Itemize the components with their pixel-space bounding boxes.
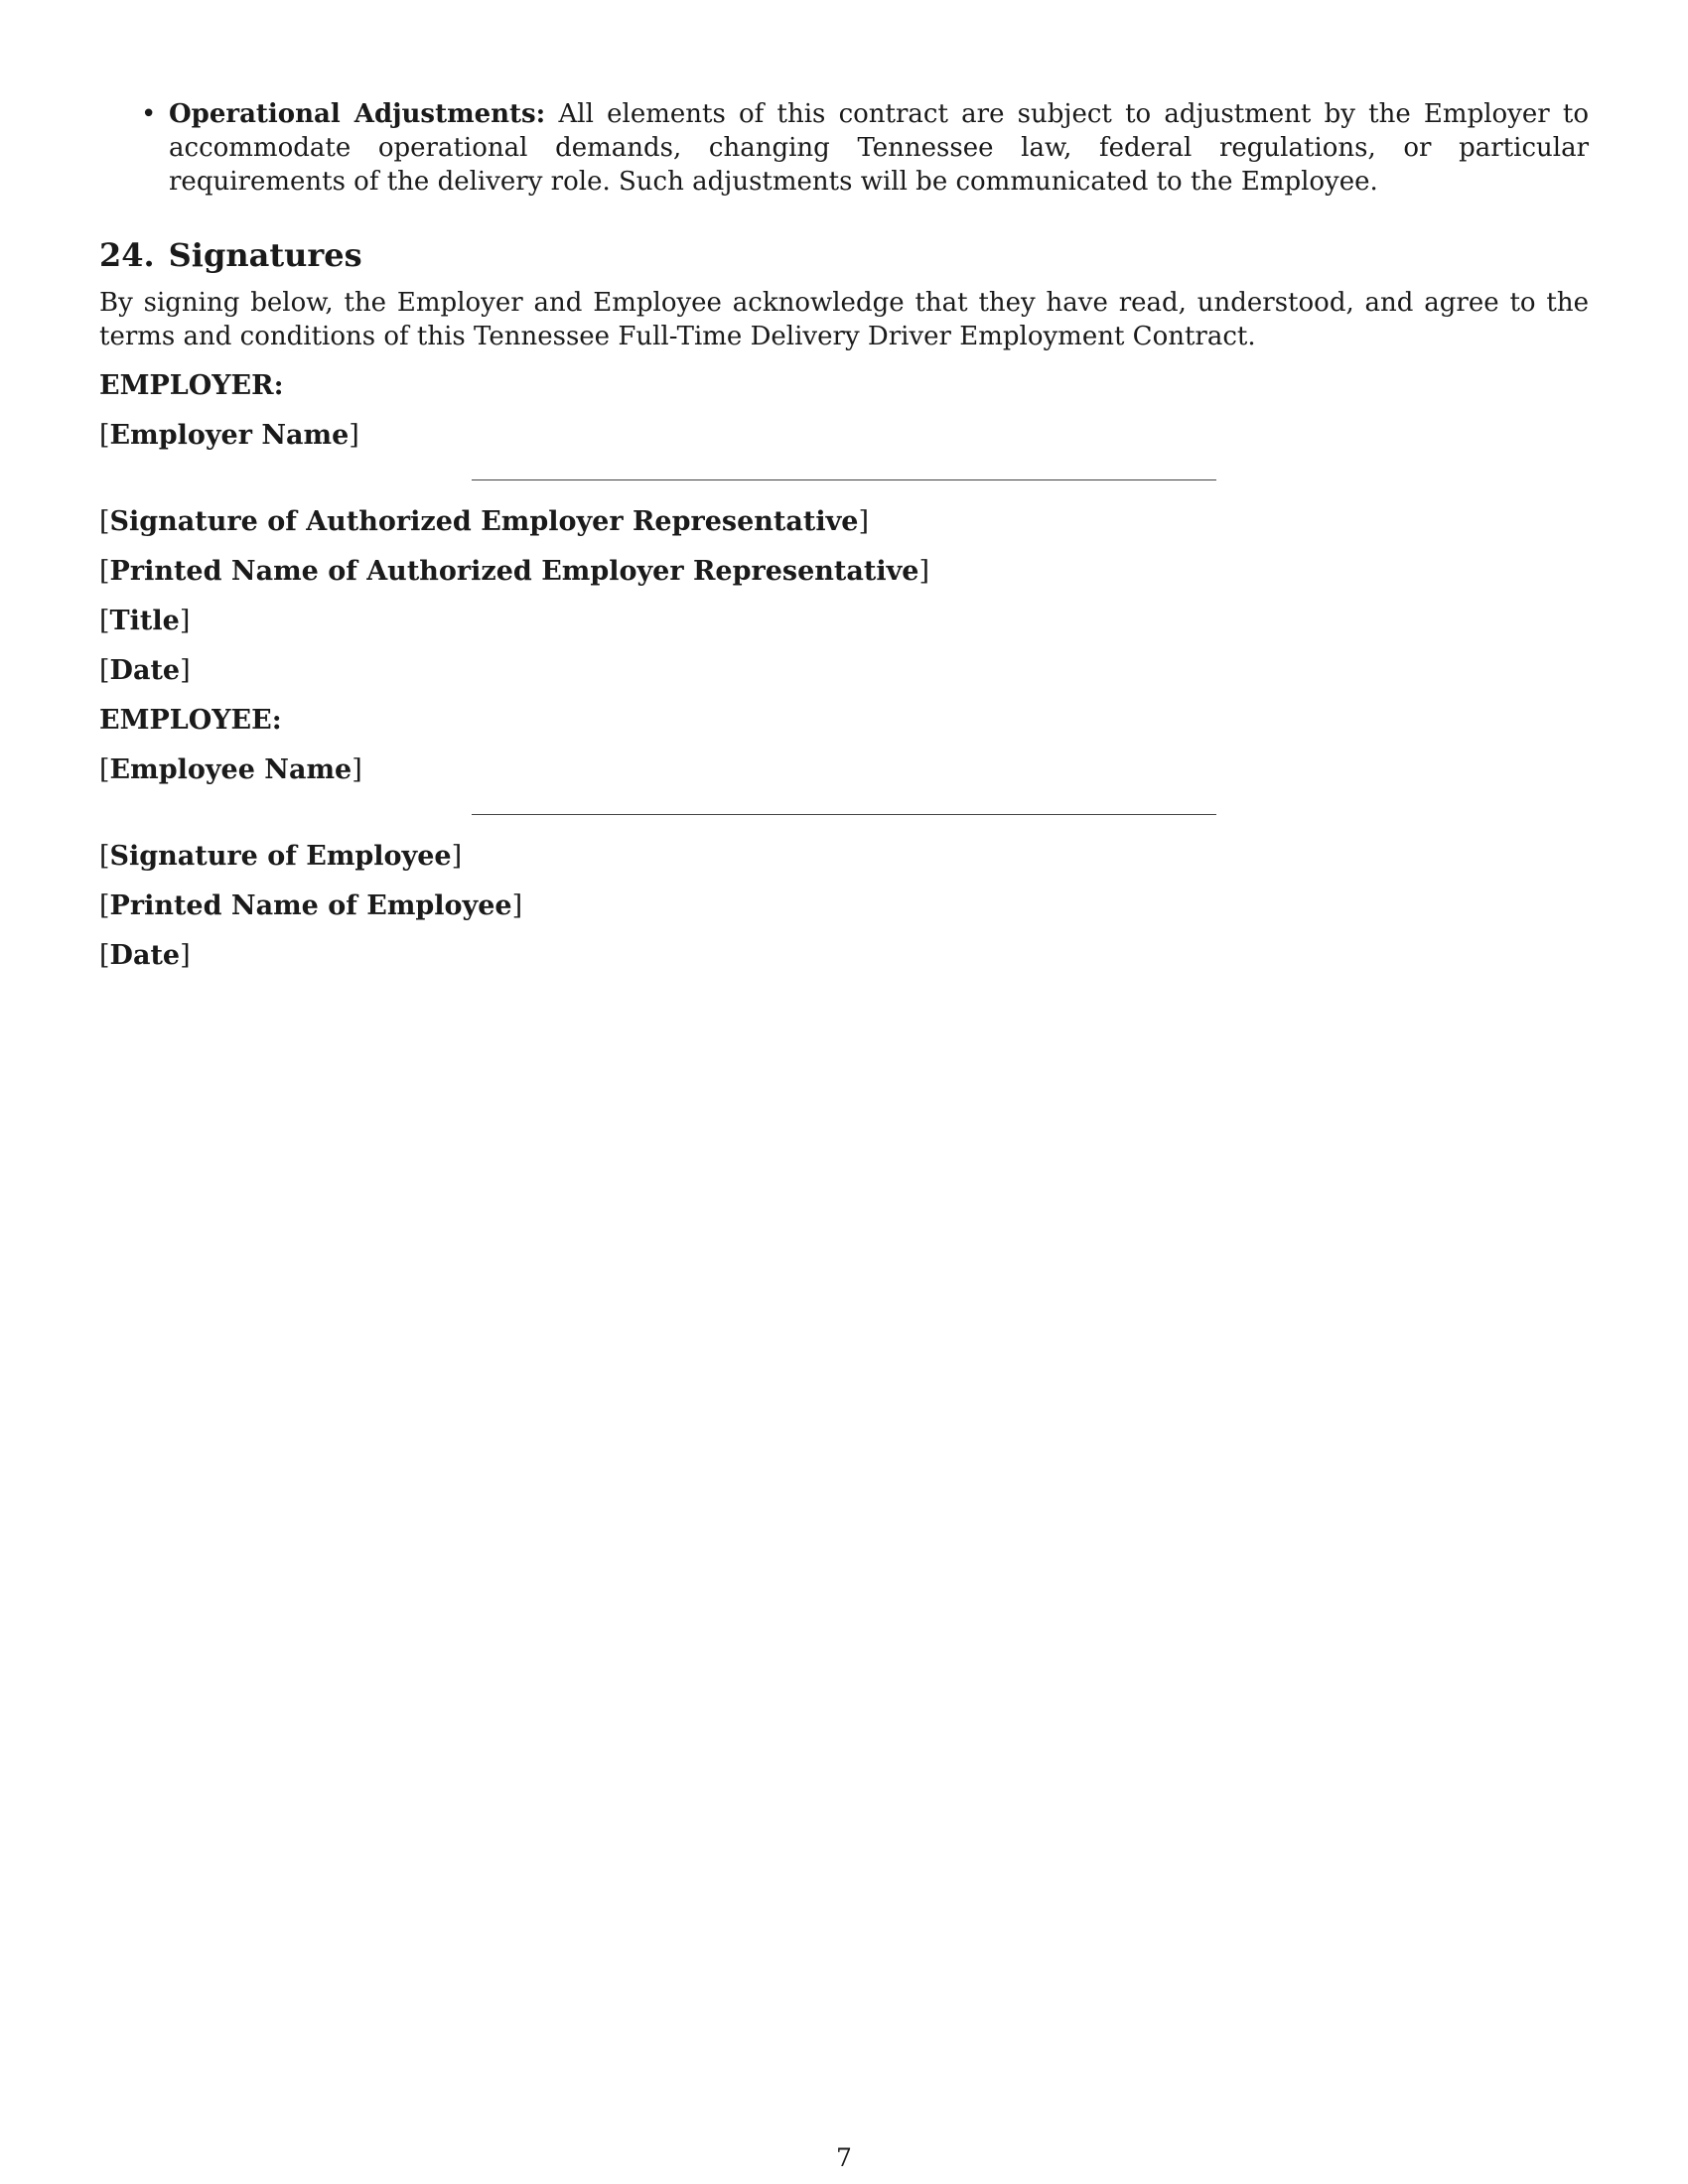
document-page <box>99 97 1589 973</box>
employer-signature-placeholder: [Signature of Authorized Employer Representative] <box>99 506 869 537</box>
section-heading <box>99 234 1589 276</box>
bullet-operational-adjustments <box>99 97 1589 199</box>
employee-printed-name-placeholder: [Printed Name of Employee] <box>99 890 523 921</box>
employer-printed-name-placeholder: [Printed Name of Authorized Employer Representative] <box>99 556 929 587</box>
bullet-lead-text: Operational Adjustments: <box>169 99 546 129</box>
bullet-dot-icon: • <box>141 99 157 129</box>
section-number: 24. <box>99 236 155 274</box>
signatures-intro: By signing below, the Employer and Employee acknowledge that they have read, understood, and agree to the terms and conditions of this Tennessee Full-Time Delivery Driver Employment Contract. <box>99 288 1589 351</box>
employee-name-placeholder: [Employee Name] <box>99 754 362 785</box>
employer-date-placeholder: [Date] <box>99 655 191 686</box>
employee-signature-placeholder: [Signature of Employee] <box>99 841 463 872</box>
employer-name-placeholder: [Employer Name] <box>99 420 359 451</box>
employee-date-placeholder: [Date] <box>99 940 191 971</box>
employer-heading: EMPLOYER: <box>99 370 284 401</box>
section-title: Signatures <box>168 236 362 274</box>
employer-signature-line <box>472 479 1216 480</box>
employee-heading: EMPLOYEE: <box>99 705 282 736</box>
bullet-body-text: All elements of this contract are subject to adjustment by the Employer to accommodate operational demands, changing Tennessee law, federal regulations, or particular requirements of the delivery role. Such adjustments will be communicated to the Employee. <box>169 99 1589 197</box>
page-number: 7 <box>836 2143 852 2172</box>
bullet-list <box>99 97 1589 199</box>
employer-title-placeholder: [Title] <box>99 606 191 636</box>
employee-signature-line <box>472 814 1216 815</box>
